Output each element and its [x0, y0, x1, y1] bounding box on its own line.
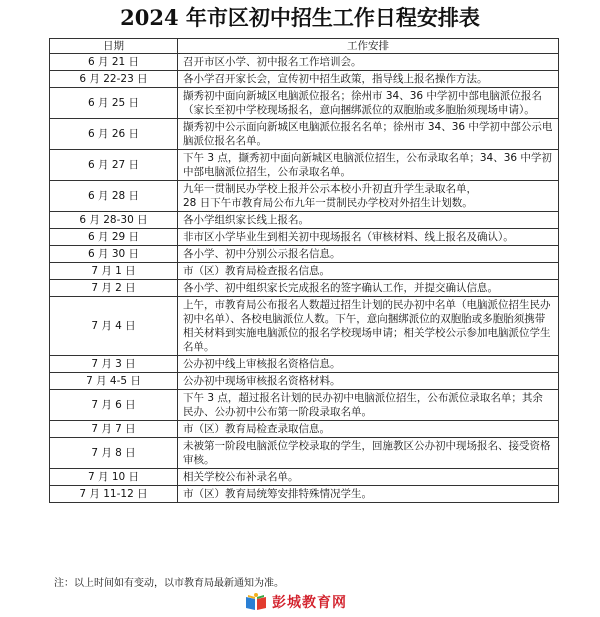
row-date: 6 月 28-30 日 — [50, 212, 178, 229]
row-date: 7 月 1 日 — [50, 263, 178, 280]
table-row — [50, 297, 559, 356]
row-date: 6 月 28 日 — [50, 181, 178, 212]
row-work: 市（区）教育局检查录取信息。 — [178, 421, 559, 438]
row-work: 各小学、初中分别公示报名信息。 — [178, 246, 559, 263]
table-row — [50, 421, 559, 438]
table-row — [50, 229, 559, 246]
row-work: 九年一贯制民办学校上报并公示本校小升初直升学生录取名单， 28 日下午市教育局公布九年一贯制民办学校对外招生计划数。 — [178, 181, 559, 212]
row-date: 7 月 6 日 — [50, 390, 178, 421]
row-work: 各小学召开家长会，宣传初中招生政策，指导线上报名操作方法。 — [178, 71, 559, 88]
row-date: 6 月 25 日 — [50, 88, 178, 119]
row-work: 公办初中线上审核报名资格信息。 — [178, 356, 559, 373]
site-watermark-logo — [244, 592, 347, 612]
table-row — [50, 280, 559, 297]
table-row — [50, 119, 559, 150]
table-row — [50, 54, 559, 71]
row-date: 7 月 3 日 — [50, 356, 178, 373]
table-row — [50, 263, 559, 280]
table-row — [50, 88, 559, 119]
row-date: 7 月 8 日 — [50, 438, 178, 469]
row-date: 7 月 2 日 — [50, 280, 178, 297]
table-row — [50, 212, 559, 229]
row-work: 下午 3 点，撷秀初中面向新城区电脑派位招生，公布录取名单；34、36 中学初中部电脑派位招生，公布录取名单。 — [178, 150, 559, 181]
row-date: 7 月 4 日 — [50, 297, 178, 356]
row-work: 公办初中现场审核报名资格材料。 — [178, 373, 559, 390]
row-work: 上午，市教育局公布报名人数超过招生计划的民办初中名单（电脑派位招生民办初中名单）、各校电脑派位人数。下午，意向捆绑派位的双胞胎或多胞胎须携带相关材料到实施电脑派位的报名学校现场申请；相关学校公示参加电脑派位学生名单。 — [178, 297, 559, 356]
row-date: 6 月 21 日 — [50, 54, 178, 71]
table-row — [50, 246, 559, 263]
row-work: 非市区小学毕业生到相关初中现场报名（审核材料、线上报名及确认）。 — [178, 229, 559, 246]
row-work: 撷秀初中公示面向新城区电脑派位报名名单；徐州市 34、36 中学初中部公示电脑派位报名名单。 — [178, 119, 559, 150]
row-date: 7 月 7 日 — [50, 421, 178, 438]
footnote: 注：以上时间如有变动，以市教育局最新通知为准。 — [54, 578, 284, 589]
header-date: 日期 — [50, 39, 178, 54]
row-work: 相关学校公布补录名单。 — [178, 469, 559, 486]
row-date: 7 月 4-5 日 — [50, 373, 178, 390]
row-date: 6 月 29 日 — [50, 229, 178, 246]
header-work: 工作安排 — [178, 39, 559, 54]
table-header-row — [50, 39, 559, 54]
row-work: 下午 3 点，超过报名计划的民办初中电脑派位招生，公布派位录取名单；其余民办、公办初中公布第一阶段录取名单。 — [178, 390, 559, 421]
table-row — [50, 150, 559, 181]
page-title: 2024 年市区初中招生工作日程安排表 — [120, 5, 480, 30]
row-work: 召开市区小学、初中报名工作培训会。 — [178, 54, 559, 71]
row-work: 撷秀初中面向新城区电脑派位报名；徐州市 34、36 中学初中部电脑派位报名（家长至初中学校现场报名，意向捆绑派位的双胞胎或多胞胎须现场申请）。 — [178, 88, 559, 119]
row-work: 未被第一阶段电脑派位学校录取的学生，回施教区公办初中现场报名、接受资格审核。 — [178, 438, 559, 469]
table-row — [50, 390, 559, 421]
table-row — [50, 438, 559, 469]
row-work: 市（区）教育局统筹安排特殊情况学生。 — [178, 486, 559, 503]
table-row — [50, 181, 559, 212]
table-row — [50, 373, 559, 390]
row-work: 市（区）教育局检查报名信息。 — [178, 263, 559, 280]
row-date: 7 月 10 日 — [50, 469, 178, 486]
row-work: 各小学、初中组织家长完成报名的签字确认工作，并提交确认信息。 — [178, 280, 559, 297]
table-row — [50, 71, 559, 88]
row-work: 各小学组织家长线上报名。 — [178, 212, 559, 229]
row-date: 6 月 30 日 — [50, 246, 178, 263]
table-row — [50, 469, 559, 486]
row-date: 6 月 22-23 日 — [50, 71, 178, 88]
watermark-text: 彭城教育网 — [272, 595, 347, 611]
row-date: 6 月 26 日 — [50, 119, 178, 150]
open-book-logo-icon — [244, 592, 268, 612]
table-row — [50, 356, 559, 373]
table-row — [50, 486, 559, 503]
row-date: 6 月 27 日 — [50, 150, 178, 181]
row-date: 7 月 11-12 日 — [50, 486, 178, 503]
schedule-table — [49, 38, 559, 503]
